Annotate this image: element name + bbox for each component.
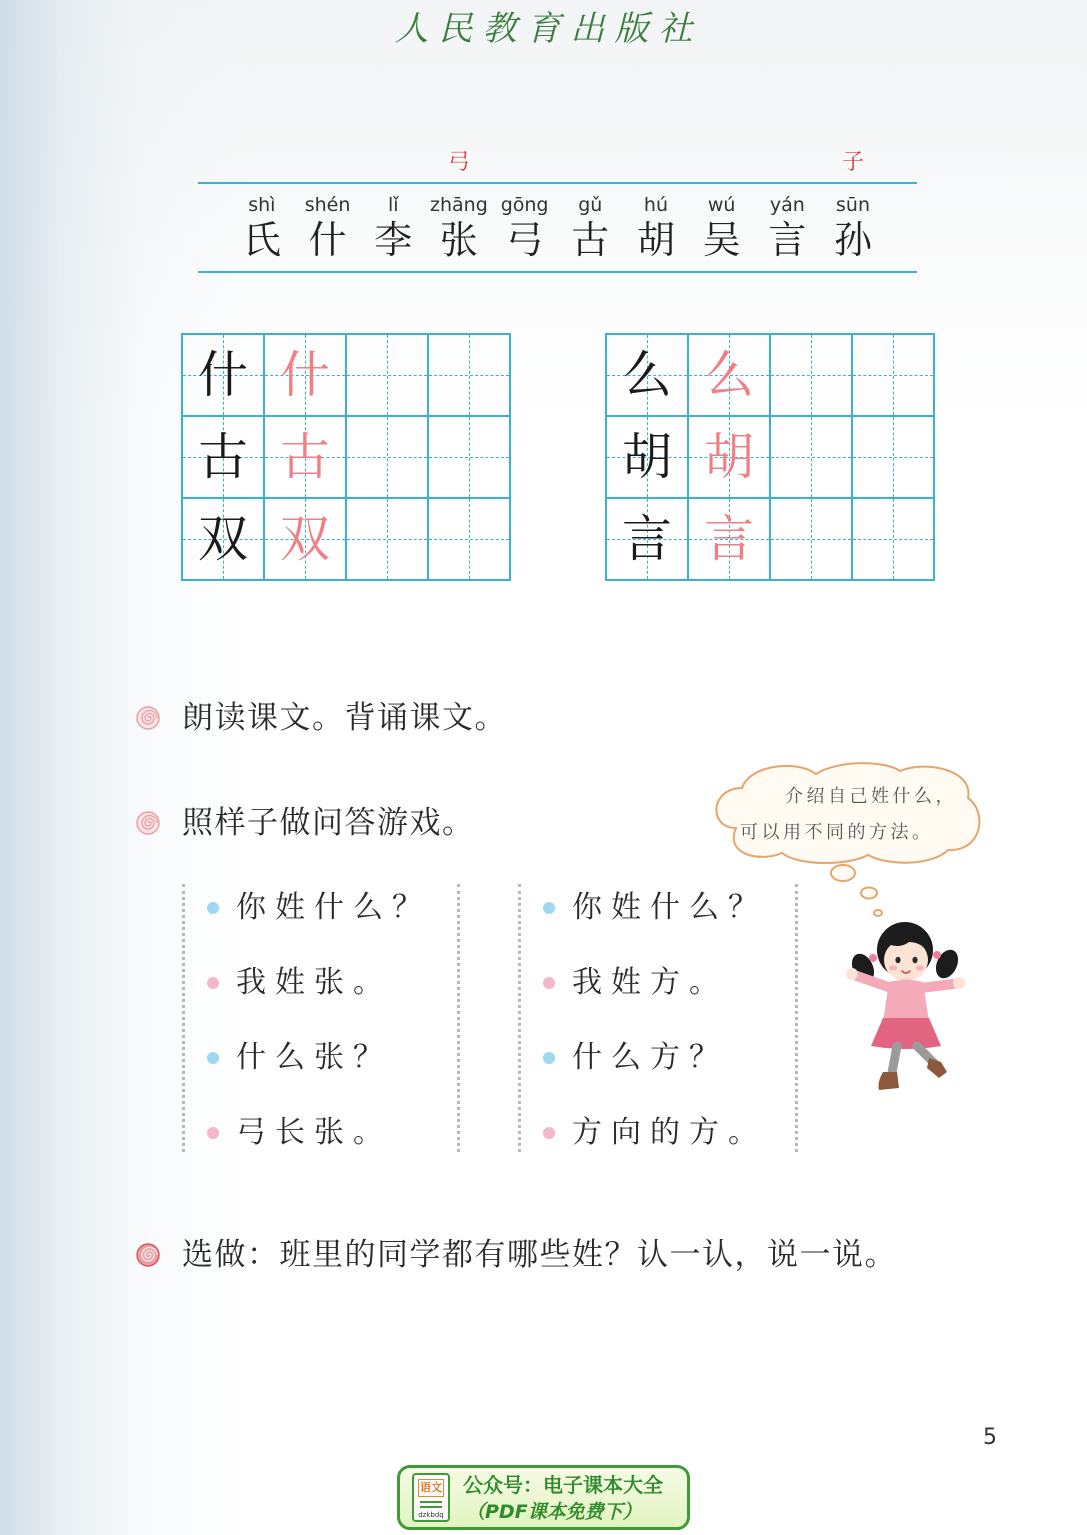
swirl-bullet-icon [136,811,160,835]
swirl-bullet-icon [136,1243,160,1267]
grid-cell-blank [347,499,429,581]
bubble-line: 介绍自己姓什么， [785,786,957,807]
character-item [360,149,426,263]
dialog-line [521,963,795,1003]
grid-cell-blank [853,417,935,499]
character-item [229,149,295,263]
publisher-logo-text: 人民教育出版社 [394,9,703,49]
model-character: 么 [622,346,672,404]
task-qa-game [136,803,475,843]
hanzi: 吴 [702,218,741,262]
character-item [557,149,623,263]
dialog-line [521,1038,795,1078]
hanzi: 氏 [242,218,281,262]
model-character: 双 [198,510,248,568]
book-icon-line [420,1506,442,1508]
book-icon-caption: dzkbdq [418,1511,444,1519]
pinyin: hú [643,194,669,216]
radical-annotation: 弓 [447,150,470,175]
character-item [820,149,886,263]
grid-cell-trace [265,499,347,581]
grid-cell-blank [429,417,511,499]
hanzi: 言 [768,218,807,262]
pinyin: sūn [836,194,871,216]
task-read-aloud [136,698,507,738]
bullet-dot [207,1052,219,1064]
character-item [755,149,821,263]
bullet-dot [543,977,555,989]
model-character: 胡 [622,428,672,486]
dialog-text: 你姓什么？ [572,890,767,925]
bullet-dot [207,977,219,989]
grid-cell-model [183,335,265,417]
swirl-bullet-icon [136,706,160,730]
grid-cell-model [607,335,689,417]
dialog-line [185,888,457,928]
model-character: 言 [622,510,672,568]
grid-cell-blank [347,417,429,499]
dialog-text: 什么张？ [236,1040,392,1075]
book-icon-line [420,1501,442,1503]
hanzi: 弓 [505,218,544,262]
dialog-line [521,888,795,928]
task-text: 选做：班里的同学都有哪些姓？认一认，说一说。 [182,1237,897,1273]
hanzi: 胡 [636,218,675,262]
badge-subtitle: （PDF课本免费下） [466,1501,642,1523]
grid-cell-blank [429,499,511,581]
pinyin: gōng [500,194,549,216]
character-item [295,149,361,263]
writing-grid-right [605,333,935,581]
pinyin: gǔ [578,194,603,216]
girl-illustration [843,912,968,1097]
wechat-badge [397,1465,690,1530]
hanzi: 孙 [834,218,873,262]
grid-cell-blank [429,335,511,417]
bottom-rule-line [198,271,917,273]
pinyin: zhāng [430,194,488,216]
page-number: 5 [983,1425,997,1450]
bullet-dot [543,1052,555,1064]
bullet-dot [543,902,555,914]
trace-character: 什 [280,346,330,404]
badge-title: 公众号：电子课本大全 [463,1473,663,1497]
dialog-text: 弓长张。 [236,1115,392,1150]
new-characters-row [229,149,886,263]
trace-character: 古 [280,428,330,486]
task-text: 朗读课文。背诵课文。 [182,700,507,736]
grid-cell-model [183,417,265,499]
bullet-dot [543,1127,555,1139]
dialog-text: 你姓什么？ [236,890,431,925]
trace-character: 胡 [704,428,754,486]
book-icon-label: 语文 [418,1479,444,1497]
model-character: 什 [198,346,248,404]
dialog-example-right [518,884,798,1152]
pinyin: lǐ [387,194,399,216]
grid-cell-blank [771,417,853,499]
dialog-line [521,1113,795,1153]
grid-cell-model [607,499,689,581]
grid-cell-trace [689,335,771,417]
hanzi: 古 [571,218,610,262]
trace-character: 言 [704,510,754,568]
character-item [623,149,689,263]
bubble-line: 可以用不同的方法。 [740,822,934,843]
grid-cell-model [183,499,265,581]
bullet-dot [207,902,219,914]
grid-cell-blank [771,499,853,581]
bullet-dot [207,1127,219,1139]
book-icon [412,1473,450,1522]
hanzi: 什 [308,218,347,262]
task-optional [136,1235,897,1275]
grid-cell-trace [265,417,347,499]
grid-cell-blank [853,335,935,417]
radical-annotation: 子 [842,150,865,175]
trace-character: 双 [280,510,330,568]
pinyin: shì [248,194,276,216]
pinyin: shén [304,194,351,216]
dialog-text: 我姓张。 [236,965,392,1000]
dialog-line [185,1113,457,1153]
dialog-example-left [182,884,460,1152]
pinyin: yán [769,194,805,216]
character-item [426,149,492,263]
character-item [689,149,755,263]
grid-cell-blank [771,335,853,417]
grid-cell-model [607,417,689,499]
writing-grid-left [181,333,511,581]
grid-cell-blank [347,335,429,417]
grid-cell-trace [689,499,771,581]
hanzi: 张 [439,218,478,262]
grid-cell-blank [853,499,935,581]
dialog-text: 什么方？ [572,1040,728,1075]
trace-character: 么 [704,346,754,404]
dialog-text: 方向的方。 [572,1115,767,1150]
model-character: 古 [198,428,248,486]
dialog-line [185,963,457,1003]
grid-cell-trace [689,417,771,499]
dialog-text: 我姓方。 [572,965,728,1000]
character-item [492,149,558,263]
pinyin: wú [707,194,736,216]
task-text: 照样子做问答游戏。 [182,805,475,841]
hanzi: 李 [374,218,413,262]
dialog-line [185,1038,457,1078]
grid-cell-trace [265,335,347,417]
